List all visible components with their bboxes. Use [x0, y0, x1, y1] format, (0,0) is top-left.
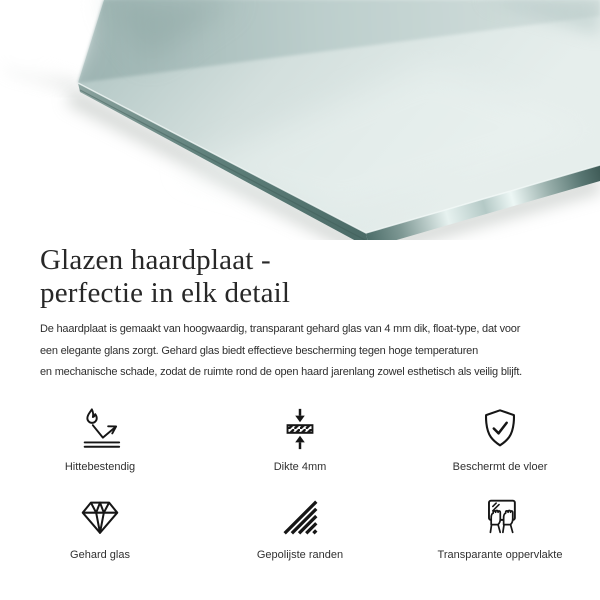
feature-label: Hittebestendig — [64, 460, 136, 473]
polished-edges-icon — [277, 494, 323, 540]
feature-transparante-oppervlakte — [400, 494, 600, 562]
product-photo-glass-plate — [0, 0, 600, 240]
hands-holding-glass-icon — [477, 494, 523, 540]
feature-beschermt-de-vloer — [400, 406, 600, 474]
intro-text-line: en mechanische schade, zodat de ruimte rond de open haard jarenlang zowel esthetisch als veilig blijft. — [40, 366, 523, 378]
product-info-section — [0, 244, 600, 384]
intro-text — [40, 319, 560, 384]
page-title-line2: perfectie in elk detail — [40, 277, 291, 309]
shield-check-icon — [477, 406, 523, 452]
feature-hittebestendig — [0, 406, 200, 474]
thickness-4mm-icon — [277, 406, 323, 452]
diamond-icon — [77, 494, 123, 540]
feature-label: Transparante oppervlakte — [437, 548, 563, 561]
page-title-line1: Glazen haardplaat - — [40, 244, 271, 276]
heat-resistant-icon — [77, 406, 123, 452]
feature-label: Gehard glas — [70, 548, 130, 561]
feature-label: Dikte 4mm — [273, 460, 327, 473]
feature-gepolijste-randen — [200, 494, 400, 562]
page-title — [40, 244, 560, 310]
glass-plate-illustration — [0, 0, 600, 240]
feature-label: Beschermt de vloer — [452, 460, 548, 473]
feature-dikte-4mm — [200, 406, 400, 474]
feature-gehard-glas — [0, 494, 200, 562]
intro-text-line: een elegante glans zorgt. Gehard glas biedt effectieve bescherming tegen hoge temperaturen — [40, 344, 478, 357]
feature-grid — [0, 406, 600, 562]
feature-label: Gepolijste randen — [256, 548, 344, 561]
intro-text-line: De haardplaat is gemaakt van hoogwaardig, transparant gehard glas van 4 mm dik, float-type, dat voor — [40, 323, 521, 335]
